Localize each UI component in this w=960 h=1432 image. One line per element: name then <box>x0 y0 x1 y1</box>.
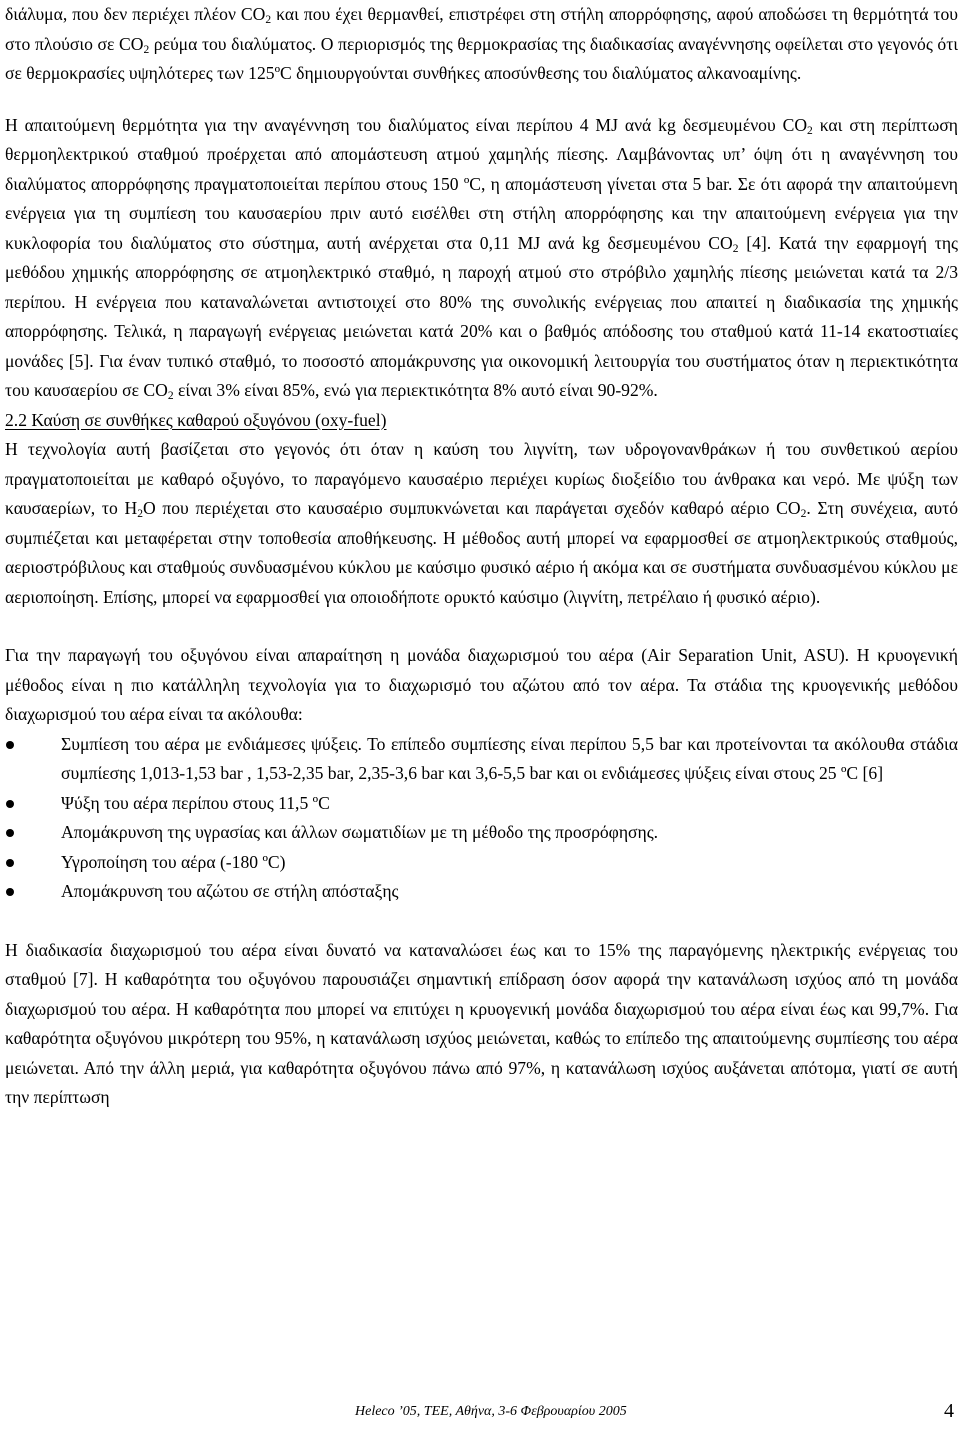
text-run: Η απαιτούμενη θερμότητα για την αναγέννηση του διαλύματος είναι περίπου 4 MJ ανά kg δεσμευμένου CO <box>5 114 808 135</box>
list-item-text: Συμπίεση του αέρα με ενδιάμεσες ψύξεις. Το επίπεδο συμπίεσης είναι περίπου 5,5 bar και προτείνονται τα ακόλουθα στάδια συμπίεσης 1,013-1,53 bar , 1,53-2,35 bar, 2,35-3,6 bar και 3,6-5,5 bar και οι ενδιάμεσες ψύξεις είναι στους 25 ºC [6] <box>61 733 958 783</box>
asu-paragraph: Για την παραγωγή του οξυγόνου είναι απαραίτηση η μονάδα διαχωρισμού του αέρα (Air Separation Unit, ASU). Η κρυογενική μέθοδος είναι η πιο κατάλληλη τεχνολογία για το διαχωρισμό του αζώτου από τον αέρα. Τα στάδια της κρυογενικής μεθόδου διαχωρισμού του αέρα είναι τα ακόλουθα: <box>5 645 958 724</box>
subscript: 2 <box>143 43 150 56</box>
energy-paragraph <box>5 111 958 406</box>
text-run: και στη περίπτωση θερμοηλεκτρικού σταθμού προέρχεται από απομάστευση ατμού χαμηλής πίεσης. Λαμβάνοντας υπ’ όψη ότι η αναγέννηση του διαλύματος απορρόφησης πραγματοποιείται περίπου στους 150 ºC, η απομάστευση γίνεται στα 5 bar. Σε ότι αφορά την απαιτούμενη ενέργεια για τη συμπίεση του καυσαερίου πριν αυτό εισέλθει στη στήλη απορρόφησης και την απαιτούμενη ενέργεια για την κυκλοφορία του διαλύματος στο σύστημα, αυτή ανέρχεται στα 0,11 MJ ανά kg δεσμευμένου CO <box>5 114 958 253</box>
list-item <box>5 818 958 848</box>
bullet-icon <box>6 741 14 749</box>
bullet-icon <box>6 800 14 808</box>
text-run: είναι 3% είναι 85%, ενώ για περιεκτικότητα 8% αυτό είναι 90-92%. <box>173 380 658 400</box>
text-run: και που έχει θερμανθεί, επιστρέφει στη στήλη απορρόφησης, αφού αποδώσει τη θερμότητά του στο πλούσιο σε CO <box>5 4 959 54</box>
subscript: 2 <box>265 14 272 26</box>
text-run: [4]. Κατά την εφαρμογή της μεθόδου χημικής απορρόφησης σε ατμοηλεκτρικό σταθμό, η παροχή ατμού στο στρόβιλο χαμηλής πίεσης μειώνεται κατά τα 2/3 περίπου. Η ενέργεια που καταναλώνεται αντιστοιχεί στο 80% της συνολικής ενέργειας που απαιτεί η διαδικασία της χημικής απορρόφησης. Τελικά, η παραγωγή ενέργειας μειώνεται κατά 20% και ο βαθμός απόδοσης του σταθμού κατά 11-14 εκατοστιαίες μονάδες [5]. Για έναν τυπικό σταθμό, το ποσοστό απομάκρυνσης για οικονομική λειτουργία του συστήματος όταν η περιεκτικότητα του καυσαερίου σε CO <box>5 232 958 400</box>
list-item-text: Ψύξη του αέρα περίπου στους 11,5 ºC <box>61 792 330 813</box>
text-run: . Στη συνέχεια, αυτό συμπιέζεται και μεταφέρεται στην τοποθεσία αποθήκευσης. Η μέθοδος αυτή μπορεί να εφαρμοσθεί σε ατμοηλεκτρικούς σταθμούς, αεριοστρόβιλους και σταθμούς συνδυασμένου κύκλου με καύσιμο φυσικό αέριο ή ακόμα και σε συστήματα συνδυασμένου κύκλου με αεριοποίηση. Επίσης, μπορεί να εφαρμοσθεί για οποιοδήποτε ορυκτό καύσιμο (λιγνίτη, πετρέλαιο ή φυσικό αέριο). <box>5 498 959 607</box>
text-run: Η τεχνολογία αυτή βασίζεται στο γεγονός ότι όταν η καύση του λιγνίτη, των υδρογονανθράκων ή του συνθετικού αερίου πραγματοποιείται με καθαρό οξυγόνο, το παραγόμενο καυσαέριο περιέχει κυρίως διοξείδιο του άνθρακα και νερό. Με ψύξη των καυσαερίων, το H <box>5 439 958 518</box>
list-item-text: Υγροποίηση του αέρα (-180 ºC) <box>61 851 286 872</box>
list-item-text: Απομάκρυνση του αζώτου σε στήλη απόσταξης <box>61 881 399 901</box>
text-run: διάλυμα, που δεν περιέχει πλέον CO <box>5 4 266 24</box>
section-paragraph <box>5 435 958 612</box>
list-item <box>5 730 958 789</box>
subscript: 2 <box>732 242 739 255</box>
text-run: O που περιέχεται στο καυσαέριο συμπυκνώνεται και παράγεται σχεδόν καθαρό αέριο CO <box>142 498 801 518</box>
list-item <box>5 848 958 878</box>
bullet-icon <box>6 888 14 896</box>
subscript: 2 <box>167 390 174 402</box>
intro-paragraph <box>5 0 958 89</box>
section-title: 2.2 Καύση σε συνθήκες καθαρού οξυγόνου (oxy-fuel) <box>5 409 387 430</box>
list-item <box>5 877 958 907</box>
page-footer <box>0 1398 960 1432</box>
list-item-text: Απομάκρυνση της υγρασίας και άλλων σωματιδίων με τη μέθοδο της προσρόφησης. <box>61 822 659 842</box>
stages-list <box>5 730 958 907</box>
subscript: 2 <box>800 508 807 520</box>
subscript: 2 <box>137 508 143 520</box>
final-paragraph: Η διαδικασία διαχωρισμού του αέρα είναι δυνατό να καταναλώσει έως και το 15% της παραγόμενης ηλεκτρικής ενέργειας του σταθμού [7]. Η καθαρότητα του οξυγόνου παρουσιάζει σημαντική επίδραση όσον αφορά την κατανάλωση ισχύος από τη μονάδα διαχωρισμού του αέρα. Η καθαρότητα που μπορεί να επιτύχει η κρυογενική μονάδα διαχωρισμού του αέρα είναι έως και 99,7%. Για καθαρότητα οξυγόνου μικρότερη του 95%, η κατανάλωση ισχύος μειώνεται, καθώς το επίπεδο της απαιτούμενης συμπίεσης του αέρα μειώνεται. Από την άλλη μεριά, για καθαρότητα οξυγόνου πάνω από 97%, η κατανάλωση ισχύος αυξάνεται απότομα, γιατί σε αυτή την περίπτωση <box>5 939 958 1107</box>
subscript: 2 <box>807 124 813 137</box>
page-number: 4 <box>944 1400 954 1422</box>
list-item <box>5 789 958 819</box>
footer-text: Heleco ’05, ΤΕΕ, Αθήνα, 3-6 Φεβρουαρίου 2005 <box>355 1404 627 1419</box>
bullet-icon <box>6 829 14 837</box>
bullet-icon <box>6 859 14 867</box>
text-run: ρεύμα του διαλύματος. Ο περιορισμός της θερμοκρασίας της διαδικασίας αναγέννησης οφείλεται στο γεγονός ότι σε θερμοκρασίες υψηλότερες των 125ºC δημιουργούνται συνθήκες αποσύνθεσης του διαλύματος αλκανοαμίνης. <box>5 33 958 83</box>
